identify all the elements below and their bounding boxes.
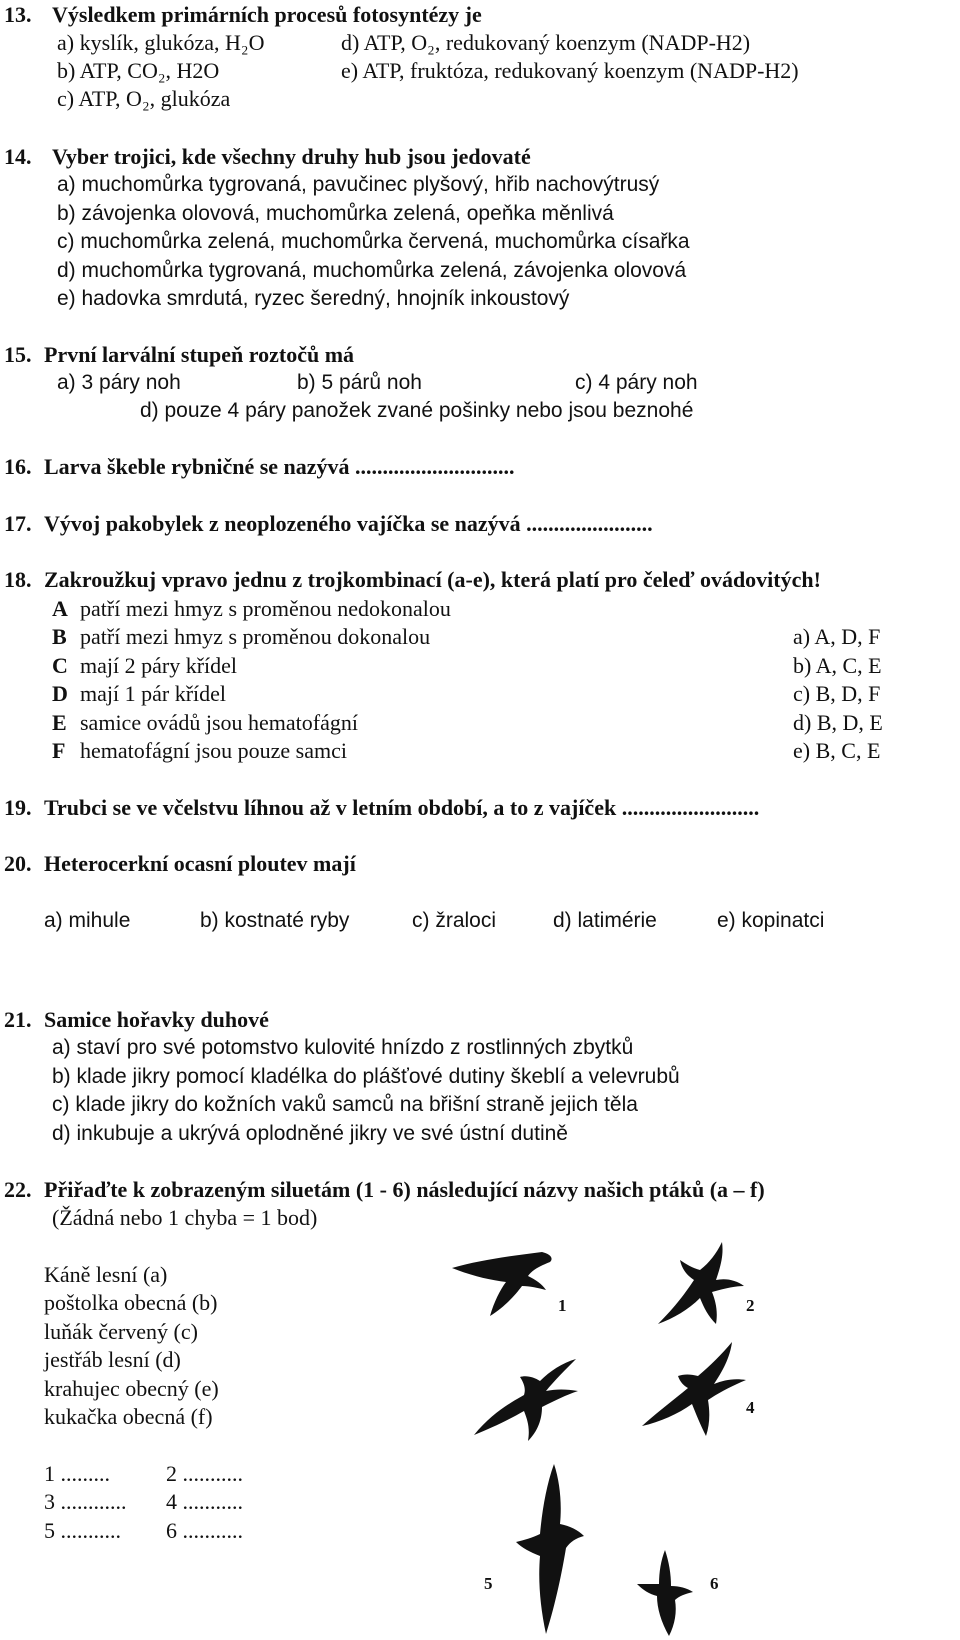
q19-number: 19. bbox=[4, 795, 32, 820]
q17-number: 17. bbox=[4, 511, 32, 536]
q15-title: První larvální stupeň roztočů má bbox=[44, 342, 355, 367]
q13-number: 13. bbox=[4, 2, 32, 27]
q13-option-b: b) ATP, CO₂, H2O bbox=[57, 58, 220, 83]
q22-subtitle: (Žádná nebo 1 chyba = 1 bod) bbox=[52, 1205, 318, 1230]
q22-bird-name: jestřáb lesní (d) bbox=[44, 1347, 181, 1372]
q14-option-e: e) hadovka smrdutá, ryzec šeredný, hnojník inkoustový bbox=[57, 287, 570, 310]
bird-label: 2 bbox=[746, 1296, 755, 1315]
q14-number: 14. bbox=[4, 144, 32, 169]
q22-title: Přiřaďte k zobrazeným siluetám (1 - 6) následující názvy našich ptáků (a – f) bbox=[44, 1177, 765, 1202]
bird-label: 5 bbox=[484, 1574, 493, 1593]
q14-option-d: d) muchomůrka tygrovaná, muchomůrka zelená, závojenka olovová bbox=[57, 259, 687, 282]
q18-number: 18. bbox=[4, 567, 32, 592]
q18-choice-e[interactable]: e) B, C, E bbox=[793, 738, 881, 763]
q15-option-a: a) 3 páry noh bbox=[57, 371, 181, 394]
q18-statement-text: patří mezi hmyz s proměnou dokonalou bbox=[80, 624, 431, 649]
q13-option-a: a) kyslík, glukóza, H₂O bbox=[57, 30, 265, 55]
q18-choice-a[interactable]: a) A, D, F bbox=[793, 624, 881, 649]
q22-answer-1[interactable]: 1 ......... bbox=[44, 1461, 110, 1486]
q21-title: Samice hořavky duhové bbox=[44, 1007, 269, 1032]
q22-bird-name: kukačka obecná (f) bbox=[44, 1404, 213, 1429]
q14-option-b: b) závojenka olovová, muchomůrka zelená, opeňka měnlivá bbox=[57, 202, 614, 225]
q18-choice-c[interactable]: c) B, D, F bbox=[793, 681, 881, 706]
q18-statement-letter: A bbox=[52, 596, 68, 621]
bird-label: 6 bbox=[710, 1574, 719, 1593]
q18-title: Zakroužkuj vpravo jednu z trojkombinací (a-e), která platí pro čeleď ovádovitých! bbox=[44, 567, 821, 592]
q21-number: 21. bbox=[4, 1007, 32, 1032]
q13-option-d: d) ATP, O₂, redukovaný koenzym (NADP-H2) bbox=[341, 30, 751, 55]
q18-choice-d[interactable]: d) B, D, E bbox=[793, 710, 883, 735]
bird-silhouette-4-icon bbox=[640, 1340, 750, 1440]
q22-answer-6[interactable]: 6 ........... bbox=[166, 1518, 243, 1543]
q18-statement-letter: F bbox=[52, 738, 66, 763]
q18-statement-letter: D bbox=[52, 681, 68, 706]
q14-option-a: a) muchomůrka tygrovaná, pavučinec plyšový, hřib nachovýtrusý bbox=[57, 173, 660, 196]
q18-statement-text: patří mezi hmyz s proměnou nedokonalou bbox=[80, 596, 451, 621]
q13-option-c: c) ATP, O₂, glukóza bbox=[57, 86, 231, 111]
q15-number: 15. bbox=[4, 342, 32, 367]
q18-statement-letter: E bbox=[52, 710, 67, 735]
q22-answer-2[interactable]: 2 ........... bbox=[166, 1461, 243, 1486]
bird-silhouette-2-icon bbox=[656, 1240, 746, 1340]
q13-option-e: e) ATP, fruktóza, redukovaný koenzym (NADP-H2) bbox=[341, 58, 799, 83]
q20-option-b: b) kostnaté ryby bbox=[200, 909, 350, 932]
q20-option-d: d) latimérie bbox=[553, 909, 657, 932]
q22-number: 22. bbox=[4, 1177, 32, 1202]
q22-answer-5[interactable]: 5 ........... bbox=[44, 1518, 121, 1543]
q22-bird-name: Káně lesní (a) bbox=[44, 1262, 168, 1287]
q16-number: 16. bbox=[4, 454, 32, 479]
q18-statement-letter: B bbox=[52, 624, 67, 649]
q18-statement-text: mají 2 páry křídel bbox=[80, 653, 238, 678]
q14-option-c: c) muchomůrka zelená, muchomůrka červená, muchomůrka císařka bbox=[57, 230, 690, 253]
q14-title: Vyber trojici, kde všechny druhy hub jsou jedovaté bbox=[52, 144, 531, 169]
q13-title: Výsledkem primárních procesů fotosyntézy je bbox=[52, 2, 482, 27]
bird-silhouette-3-icon bbox=[470, 1355, 580, 1445]
q20-option-e: e) kopinatci bbox=[717, 909, 825, 932]
bird-silhouette-6-icon bbox=[635, 1548, 715, 1638]
q16-title: Larva škeble rybničné se nazývá ............................. bbox=[44, 454, 515, 479]
bird-silhouette-5-icon bbox=[500, 1462, 600, 1637]
q15-option-d: d) pouze 4 páry panožek zvané pošinky nebo jsou beznohé bbox=[140, 399, 694, 422]
q21-option-b: b) klade jikry pomocí kladélka do plášťové dutiny škeblí a velevrubů bbox=[52, 1065, 680, 1088]
q22-answer-3[interactable]: 3 ............ bbox=[44, 1489, 127, 1514]
q15-option-c: c) 4 páry noh bbox=[575, 371, 698, 394]
q22-answer-4[interactable]: 4 ........... bbox=[166, 1489, 243, 1514]
q22-bird-name: poštolka obecná (b) bbox=[44, 1290, 218, 1315]
q20-option-a: a) mihule bbox=[44, 909, 131, 932]
bird-label: 4 bbox=[746, 1398, 755, 1417]
q18-choice-b[interactable]: b) A, C, E bbox=[793, 653, 882, 678]
q21-option-a: a) staví pro své potomstvo kulovité hnízdo z rostlinných zbytků bbox=[52, 1036, 634, 1059]
q22-bird-name: krahujec obecný (e) bbox=[44, 1376, 219, 1401]
q18-statement-text: samice ovádů jsou hematofágní bbox=[80, 710, 358, 735]
q18-statement-text: mají 1 pár křídel bbox=[80, 681, 227, 706]
q21-option-d: d) inkubuje a ukrývá oplodněné jikry ve své ústní dutině bbox=[52, 1122, 568, 1145]
q17-title: Vývoj pakobylek z neoplozeného vajíčka se nazývá ....................... bbox=[44, 511, 653, 536]
bird-label: 1 bbox=[558, 1296, 567, 1315]
q20-option-c: c) žraloci bbox=[412, 909, 497, 932]
q15-option-b: b) 5 párů noh bbox=[297, 371, 422, 394]
q22-bird-name: luňák červený (c) bbox=[44, 1319, 198, 1344]
q20-number: 20. bbox=[4, 851, 32, 876]
q21-option-c: c) klade jikry do kožních vaků samců na břišní straně jejich těla bbox=[52, 1093, 638, 1116]
q19-title: Trubci se ve včelstvu líhnou až v letním období, a to z vajíček ......................... bbox=[44, 795, 760, 820]
q20-title: Heterocerkní ocasní ploutev mají bbox=[44, 851, 356, 876]
q18-statement-text: hematofágní jsou pouze samci bbox=[80, 738, 347, 763]
q18-statement-letter: C bbox=[52, 653, 68, 678]
bird-silhouette-1-icon bbox=[450, 1250, 570, 1320]
